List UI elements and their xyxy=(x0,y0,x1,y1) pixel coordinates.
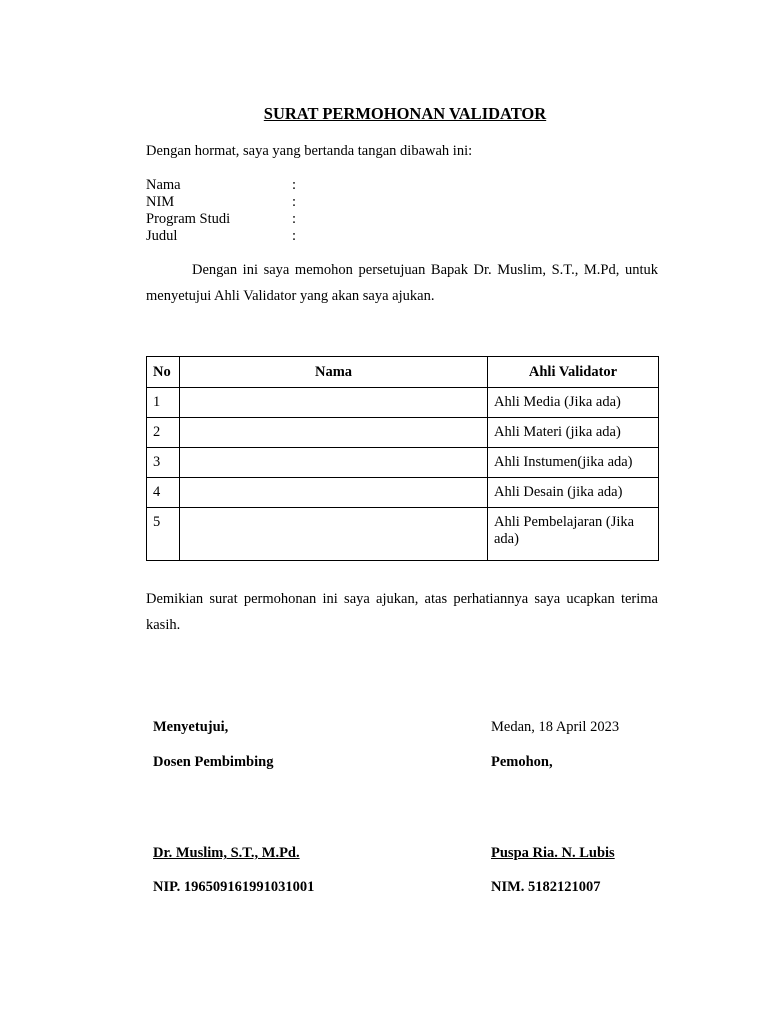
table-header-row xyxy=(147,357,659,388)
header-no: No xyxy=(147,357,180,388)
table-row xyxy=(147,448,659,478)
document-title xyxy=(0,104,768,124)
table-row xyxy=(147,478,659,508)
closing-paragraph: Demikian surat permohonan ini saya ajukan, atas perhatiannya saya ucapkan terima kasih. xyxy=(146,591,658,633)
applicant-name: Puspa Ria. N. Lubis xyxy=(491,845,615,861)
cell-no: 2 xyxy=(147,418,180,448)
field-colon-nim: : xyxy=(292,194,297,210)
table-row xyxy=(147,388,659,418)
cell-nama xyxy=(180,418,488,448)
cell-no: 1 xyxy=(147,388,180,418)
field-label-judul: Judul xyxy=(146,228,178,244)
field-label-nim: NIM xyxy=(146,194,175,210)
applicant-role: Pemohon, xyxy=(491,754,553,770)
cell-nama xyxy=(180,478,488,508)
header-nama: Nama xyxy=(180,357,488,388)
approval-label: Menyetujui, xyxy=(153,719,229,735)
supervisor-name: Dr. Muslim, S.T., M.Pd. xyxy=(153,845,300,861)
cell-nama xyxy=(180,508,488,561)
place-date: Medan, 18 April 2023 xyxy=(491,719,620,735)
field-colon-nama: : xyxy=(292,177,297,193)
cell-no: 5 xyxy=(147,508,180,561)
cell-nama xyxy=(180,388,488,418)
field-colon-judul: : xyxy=(292,228,297,244)
cell-ahli: Ahli Pembelajaran (Jika ada) xyxy=(488,508,659,561)
document-title-text: SURAT PERMOHONAN VALIDATOR xyxy=(263,104,547,123)
field-colon-program-studi: : xyxy=(292,211,297,227)
supervisor-nip: NIP. 196509161991031001 xyxy=(153,879,315,895)
greeting-text: Dengan hormat, saya yang bertanda tangan dibawah ini: xyxy=(146,143,473,159)
validator-table xyxy=(146,356,659,561)
field-label-nama: Nama xyxy=(146,177,181,193)
cell-ahli: Ahli Desain (jika ada) xyxy=(488,478,659,508)
cell-nama xyxy=(180,448,488,478)
applicant-nim: NIM. 5182121007 xyxy=(491,879,601,895)
cell-no: 3 xyxy=(147,448,180,478)
request-paragraph: Dengan ini saya memohon persetujuan Bapak Dr. Muslim, S.T., M.Pd, untuk menyetujui Ahli Validator yang akan saya ajukan. xyxy=(146,262,658,304)
header-ahli-validator: Ahli Validator xyxy=(488,357,659,388)
field-label-program-studi: Program Studi xyxy=(146,211,231,227)
cell-ahli: Ahli Instumen(jika ada) xyxy=(488,448,659,478)
supervisor-role: Dosen Pembimbing xyxy=(153,754,274,770)
table-row xyxy=(147,418,659,448)
table-row xyxy=(147,508,659,561)
cell-no: 4 xyxy=(147,478,180,508)
cell-ahli: Ahli Materi (jika ada) xyxy=(488,418,659,448)
cell-ahli: Ahli Media (Jika ada) xyxy=(488,388,659,418)
